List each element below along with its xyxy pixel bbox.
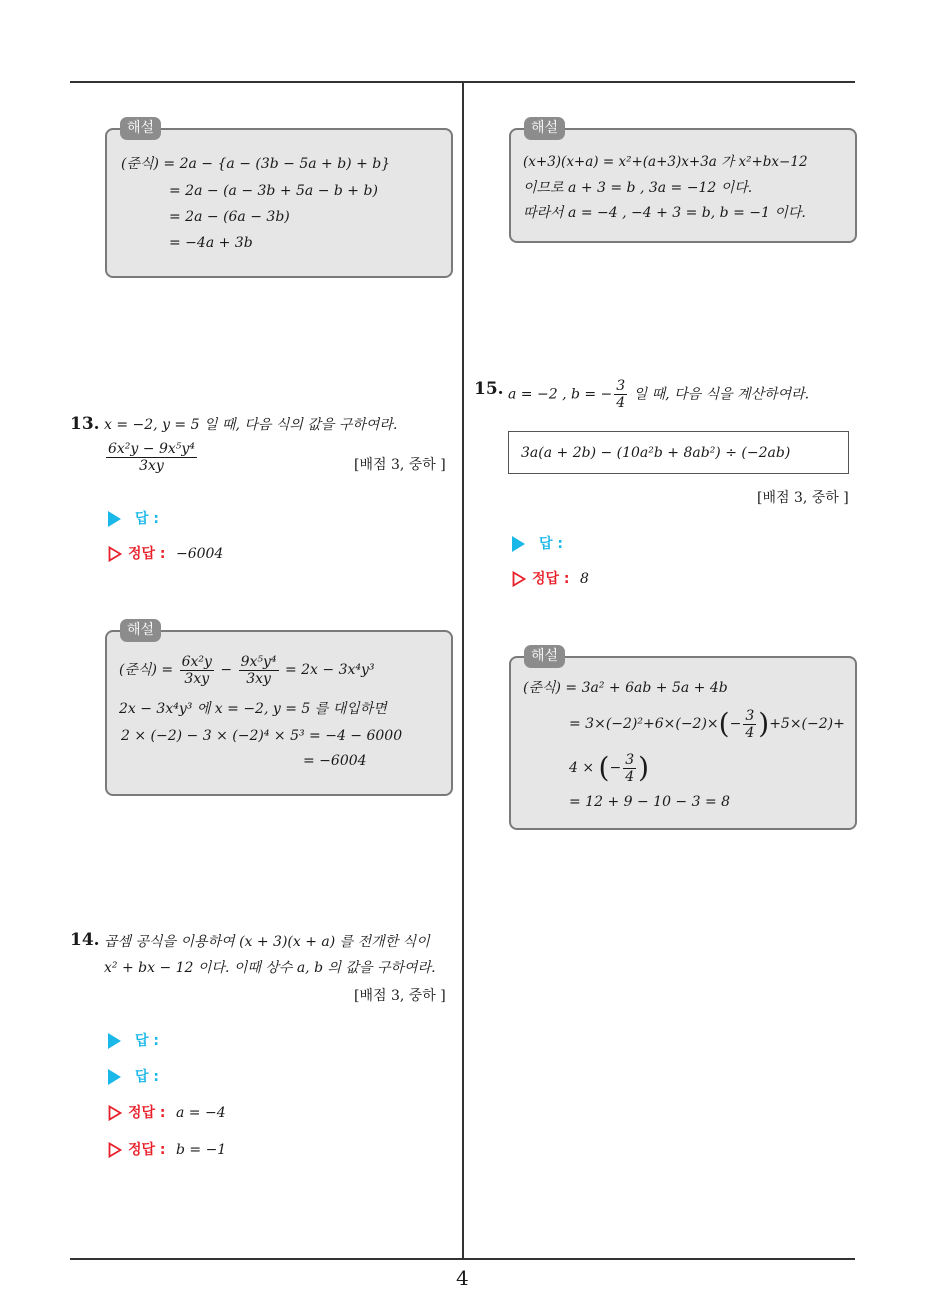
page-number: 4 — [456, 1266, 469, 1290]
explanation-line: = −6004 — [303, 753, 367, 769]
answer-label: 답 : — [135, 1069, 159, 1085]
explanation-line: (x+3)(x+a) = x²+(a+3)x+3a 가 x²+bx−12 — [523, 154, 808, 170]
correct-row — [108, 1139, 226, 1159]
line2-post: +5×(−2)+ — [769, 716, 845, 732]
explanation-tag: 해설 — [120, 619, 161, 642]
explanation-line: = 2a − (6a − 3b) — [169, 209, 290, 225]
correct-label: 정답 : — [128, 546, 166, 562]
explanation-line: = −4a + 3b — [169, 235, 253, 251]
frac-denominator: 4 — [625, 768, 635, 785]
question-text: 곱셈 공식을 이용하여 (x + 3)(x + a) 를 전개한 식이 — [104, 934, 430, 950]
frac-numerator: 6x²y — [181, 653, 212, 670]
frac-numerator: 3 — [625, 751, 635, 768]
minus-sign: − — [220, 662, 233, 678]
question-text: x² + bx − 12 이다. 이때 상수 a, b 의 값을 구하여라. — [104, 960, 436, 976]
answer-row — [108, 1030, 159, 1050]
correct-label: 정답 : — [128, 1105, 166, 1121]
explanation-line: = 12 + 9 − 10 − 3 = 8 — [569, 794, 731, 810]
explanation-line — [119, 652, 375, 688]
paren-sign: − — [609, 760, 622, 776]
correct-value: a = −4 — [175, 1105, 226, 1121]
frac-denominator: 3xy — [139, 458, 164, 474]
correct-value: −6004 — [175, 546, 224, 562]
correct-value: b = −1 — [175, 1142, 227, 1158]
bottom-rule — [70, 1258, 855, 1260]
answer-label: 답 : — [539, 536, 563, 552]
frac-denominator: 3xy — [184, 670, 210, 687]
rest-text: = 2x − 3x⁴y³ — [284, 662, 375, 678]
explanation-tag: 해설 — [120, 117, 161, 140]
answer-row — [108, 1066, 159, 1086]
correct-row — [108, 1102, 226, 1122]
explanation-line — [569, 706, 845, 742]
frac-numerator: 3 — [616, 378, 626, 394]
answer-row — [108, 508, 159, 528]
paren-sign: − — [729, 716, 742, 732]
hollow-play-icon — [108, 1142, 122, 1158]
left-paren: ( — [598, 751, 610, 784]
lead-text: (준식) = — [119, 662, 174, 678]
frac-denominator: 4 — [745, 724, 755, 741]
expression-box — [508, 431, 849, 474]
correct-label: 정답 : — [532, 571, 570, 587]
question-text — [508, 378, 809, 411]
question-number: 14. — [70, 930, 100, 950]
explanation-line: 따라서 a = −4 , −4 + 3 = b, b = −1 이다. — [523, 205, 806, 221]
score-label: [배점 3, 중하 ] — [354, 457, 446, 473]
question-number: 13. — [70, 414, 100, 434]
play-icon — [512, 536, 525, 552]
left-paren: ( — [718, 707, 730, 740]
explanation-tag: 해설 — [524, 645, 565, 668]
score-label: [배점 3, 중하 ] — [757, 490, 849, 506]
play-icon — [108, 1069, 121, 1085]
line2-pre: = 3×(−2)²+6×(−2)× — [569, 716, 719, 732]
explanation-box-15 — [509, 656, 857, 830]
question-number: 15. — [474, 379, 504, 399]
explanation-line: (준식) = 2a − {a − (3b − 5a + b) + b} — [121, 156, 391, 172]
hollow-play-icon — [108, 1105, 122, 1121]
question-expression — [104, 441, 199, 474]
frac-numerator: 9x⁵y⁴ — [240, 653, 277, 670]
right-paren: ) — [638, 751, 650, 784]
frac-denominator: 4 — [616, 395, 626, 411]
explanation-line: 이므로 a + 3 = b , 3a = −12 이다. — [523, 180, 753, 196]
hollow-play-icon — [108, 546, 122, 562]
correct-row — [512, 568, 589, 588]
play-icon — [108, 1033, 121, 1049]
explanation-line: = 2a − (a − 3b + 5a − b + b) — [169, 183, 378, 199]
explanation-box-12 — [105, 128, 453, 278]
explanation-tag: 해설 — [524, 117, 565, 140]
expression-text: 3a(a + 2b) − (10a²b + 8ab²) ÷ (−2ab) — [521, 445, 791, 461]
explanation-line — [569, 750, 649, 786]
score-label: [배점 3, 중하 ] — [354, 988, 446, 1004]
play-icon — [108, 511, 121, 527]
text-pre: a = −2 , b = − — [508, 386, 613, 403]
explanation-line: 2 × (−2) − 3 × (−2)⁴ × 5³ = −4 − 6000 — [121, 728, 403, 744]
explanation-box-13 — [105, 630, 453, 796]
answer-label: 답 : — [135, 1033, 159, 1049]
column-divider — [462, 82, 464, 1259]
line3-pre: 4 × — [569, 760, 595, 776]
correct-row — [108, 543, 223, 563]
question-text: x = −2, y = 5 일 때, 다음 식의 값을 구하여라. — [104, 417, 398, 433]
explanation-box-14 — [509, 128, 857, 243]
answer-row — [512, 533, 563, 553]
correct-label: 정답 : — [128, 1142, 166, 1158]
frac-numerator: 6x²y − 9x⁵y⁴ — [108, 441, 195, 457]
explanation-line: 2x − 3x⁴y³ 에 x = −2, y = 5 를 대입하면 — [119, 701, 387, 717]
hollow-play-icon — [512, 571, 526, 587]
answer-label: 답 : — [135, 511, 159, 527]
text-post: 일 때, 다음 식을 계산하여라. — [633, 386, 810, 403]
frac-numerator: 3 — [745, 707, 755, 724]
right-paren: ) — [758, 707, 770, 740]
explanation-line: (준식) = 3a² + 6ab + 5a + 4b — [523, 680, 728, 696]
frac-denominator: 3xy — [246, 670, 271, 687]
correct-value: 8 — [579, 571, 589, 587]
